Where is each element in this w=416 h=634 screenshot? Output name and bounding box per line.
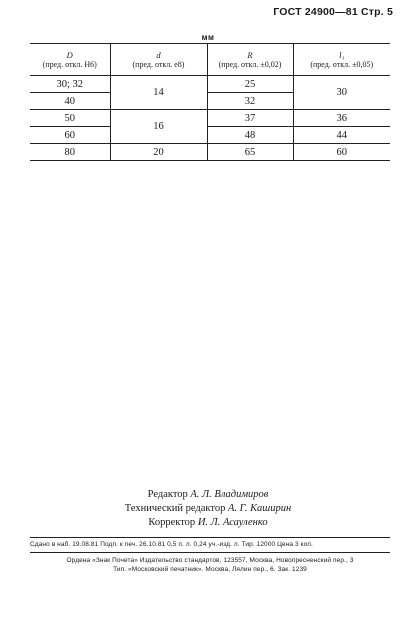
column-tolerance: (пред. откл. ±0,05) (310, 59, 374, 69)
column-tolerance: (пред. откл. ±0,02) (218, 59, 282, 69)
table-row (30, 144, 390, 161)
imprint-print-data: Сдано в наб. 19.08.81 Подп. к печ. 26.10.81 0,5 п. л. 0,24 уч.-изд. л. Тир. 12000 Цена 3 коп. (30, 541, 313, 548)
column-header-d (110, 44, 207, 76)
cell-d: 14 (110, 76, 207, 110)
credit-name: И. Л. Асауленко (197, 517, 268, 528)
table-row (30, 127, 390, 144)
table-row (30, 110, 390, 127)
column-symbol: R (247, 49, 253, 60)
divider (30, 552, 390, 553)
credit-editor (0, 488, 416, 502)
column-symbol: d (156, 49, 161, 60)
cell-D: 80 (30, 144, 110, 161)
cell-l1: 36 (293, 110, 390, 127)
table-header-row (30, 44, 390, 76)
column-tolerance: (пред. откл. Н6) (42, 59, 97, 69)
column-header-l1 (293, 44, 390, 76)
divider (30, 537, 390, 538)
cell-l1: 44 (293, 127, 390, 144)
cell-R: 25 (207, 76, 293, 93)
credit-tech-editor (0, 502, 416, 516)
column-tolerance: (пред. откл. е8) (132, 59, 185, 69)
cell-d: 20 (110, 144, 207, 161)
credit-role: Редактор (147, 489, 188, 500)
column-symbol: l₁ (339, 49, 345, 60)
cell-D: 50 (30, 110, 110, 127)
credit-name: А. Г. Каширин (227, 503, 292, 514)
imprint-publisher: Ордена «Знак Почета» Издательство стандартов, 123557, Москва, Новопресненский пер., 3 (66, 557, 354, 564)
credit-role: Технический редактор (124, 503, 226, 514)
page-header: ГОСТ 24900—81 Стр. 5 (273, 6, 393, 18)
cell-R: 48 (207, 127, 293, 144)
column-symbol: D (66, 49, 73, 60)
credit-name: А. Л. Владимиров (190, 489, 269, 500)
cell-d: 16 (110, 110, 207, 144)
dimensions-table (30, 43, 390, 161)
cell-l1: 60 (293, 144, 390, 161)
table-row (30, 76, 390, 93)
table-unit-label: мм (201, 33, 215, 42)
column-header-D (30, 44, 110, 76)
credit-role: Корректор (148, 517, 196, 528)
cell-R: 32 (207, 93, 293, 110)
cell-R: 37 (207, 110, 293, 127)
column-header-R (207, 44, 293, 76)
imprint-printer: Тип. «Московский печатник». Москва, Лялин пер., 6. Зак. 1239 (113, 566, 307, 573)
cell-D: 40 (30, 93, 110, 110)
cell-R: 65 (207, 144, 293, 161)
cell-D: 60 (30, 127, 110, 144)
cell-D: 30; 32 (30, 76, 110, 93)
cell-l1: 30 (293, 76, 390, 110)
credit-corrector (0, 516, 416, 530)
